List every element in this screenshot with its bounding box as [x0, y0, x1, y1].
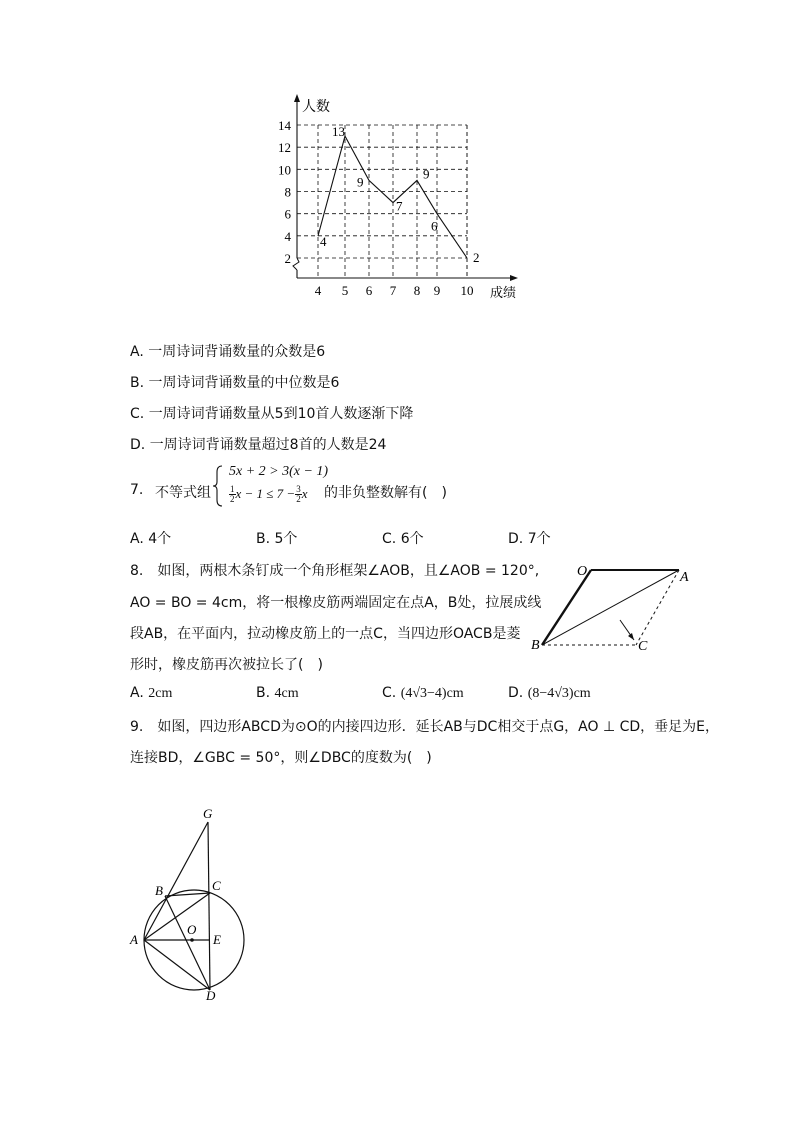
q6-option-a[interactable] — [130, 341, 325, 361]
label-b: B — [155, 883, 163, 898]
option-text: 一周诗词背诵数量的中位数是6 — [148, 375, 340, 391]
q8-option-c[interactable]: C. (4√3−4)cm — [382, 685, 464, 701]
q7-inequality-2: $\frac{1}{2}$ x − 1 ≤ 7 − $\frac{3}{2}$ x — [230, 484, 308, 504]
y-tick-label: 4 — [284, 228, 291, 244]
fraction-one-half: $\frac{1}{2}$ — [230, 484, 235, 504]
q9-line-2: 连接BD，∠GBC = 50°，则∠DBC的度数为( ) — [130, 750, 432, 766]
q8-line-4: 形时，橡皮筋再次被拉长了( ) — [130, 657, 323, 673]
y-tick-label: 14 — [278, 118, 291, 133]
x-axis-label: 成绩 — [490, 286, 517, 301]
circle-figure — [125, 800, 245, 1005]
q7-option-d[interactable]: D. 7个 — [508, 531, 551, 547]
y-axis-arrow — [294, 94, 300, 102]
chart-point-labels — [320, 124, 480, 265]
label-c: C — [212, 878, 221, 893]
x-axis-arrow — [510, 275, 518, 281]
y-tick-label: 8 — [284, 184, 291, 200]
x-tick-label: 10 — [460, 283, 474, 298]
label-o: O — [577, 564, 588, 579]
x-tick-label: 5 — [341, 283, 349, 298]
label-c: C — [638, 639, 648, 654]
data-label: 13 — [332, 124, 345, 140]
q7-option-b[interactable]: B. 5个 — [256, 531, 298, 547]
y-tick-label: 6 — [284, 206, 291, 222]
data-label: 9 — [357, 174, 364, 190]
q6-option-d[interactable] — [130, 434, 386, 454]
option-letter: B. — [130, 375, 145, 391]
x-tick-label: 9 — [433, 283, 441, 298]
chart-grid — [297, 125, 467, 278]
label-e: E — [213, 932, 221, 947]
q9-line-1: 9. 如图，四边形ABCD为⊙O的内接四边形．延长AB与DC相交于点G，AO ⊥ CD，垂足为E， — [130, 719, 720, 735]
label-o: O — [187, 922, 197, 937]
data-label: 2 — [473, 250, 480, 265]
option-letter: D. — [130, 437, 146, 453]
option-text: 一周诗词背诵数量超过8首的人数是24 — [149, 437, 387, 453]
option-letter: C. — [130, 406, 145, 422]
label-d: D — [206, 988, 216, 1003]
q8-option-a[interactable]: A. 2cm — [130, 685, 173, 701]
x-tick-label: 7 — [389, 283, 397, 298]
series-line — [318, 136, 467, 258]
label-b: B — [531, 638, 540, 653]
q6-option-b[interactable] — [130, 372, 339, 392]
q8-line-1: 8. 如图，两根木条钉成一个角形框架∠AOB，且∠AOB = 120°, — [130, 563, 540, 579]
chart-ticks — [278, 118, 474, 298]
label-a: A — [130, 932, 138, 947]
q7-inequality-1: 5x + 2 > 3(x − 1) — [229, 464, 329, 479]
q8-line-3: 段AB，在平面内，拉动橡皮筋上的一点C，当四边形OACB是菱 — [130, 626, 521, 642]
q8-option-d[interactable]: D. (8−4√3)cm — [508, 685, 591, 701]
x-tick-label: 6 — [365, 283, 373, 298]
chart-series-line — [318, 136, 467, 258]
q7-suffix: 的非负整数解有( ) — [324, 485, 447, 501]
fraction-three-halves: $\frac{3}{2}$ — [296, 484, 301, 504]
q7-prefix: 不等式组 — [155, 485, 211, 501]
q7-number: 7. — [130, 482, 144, 498]
score-line-chart — [270, 90, 530, 305]
q8-line-2: AO = BO = 4cm，将一根橡皮筋两端固定在点A，B处，拉展成线 — [130, 595, 542, 611]
q7-option-a[interactable]: A. 4个 — [130, 531, 172, 547]
x-tick-label: 4 — [314, 283, 322, 298]
y-tick-label: 10 — [278, 162, 291, 178]
label-a: A — [680, 570, 689, 585]
q7-option-c[interactable]: C. 6个 — [382, 531, 424, 547]
y-tick-label: 12 — [278, 140, 291, 156]
data-label: 6 — [431, 218, 438, 234]
option-text: 一周诗词背诵数量从5到10首人数逐渐下降 — [148, 406, 414, 422]
axis-break — [293, 258, 299, 270]
y-axis-label: 人数 — [302, 99, 330, 115]
q6-option-c[interactable] — [130, 403, 413, 423]
option-text: 一周诗词背诵数量的众数是6 — [148, 344, 326, 360]
data-label: 9 — [423, 166, 430, 182]
option-letter: A. — [130, 344, 144, 360]
q7-brace — [212, 464, 226, 508]
data-label: 4 — [320, 233, 327, 249]
rhombus-figure — [525, 560, 705, 655]
y-tick-label: 2 — [284, 251, 291, 266]
chart-axes — [293, 94, 518, 281]
x-tick-label: 8 — [413, 283, 421, 298]
data-label: 7 — [396, 198, 403, 214]
label-g: G — [203, 806, 213, 821]
q8-option-b[interactable]: B. 4cm — [256, 685, 299, 701]
